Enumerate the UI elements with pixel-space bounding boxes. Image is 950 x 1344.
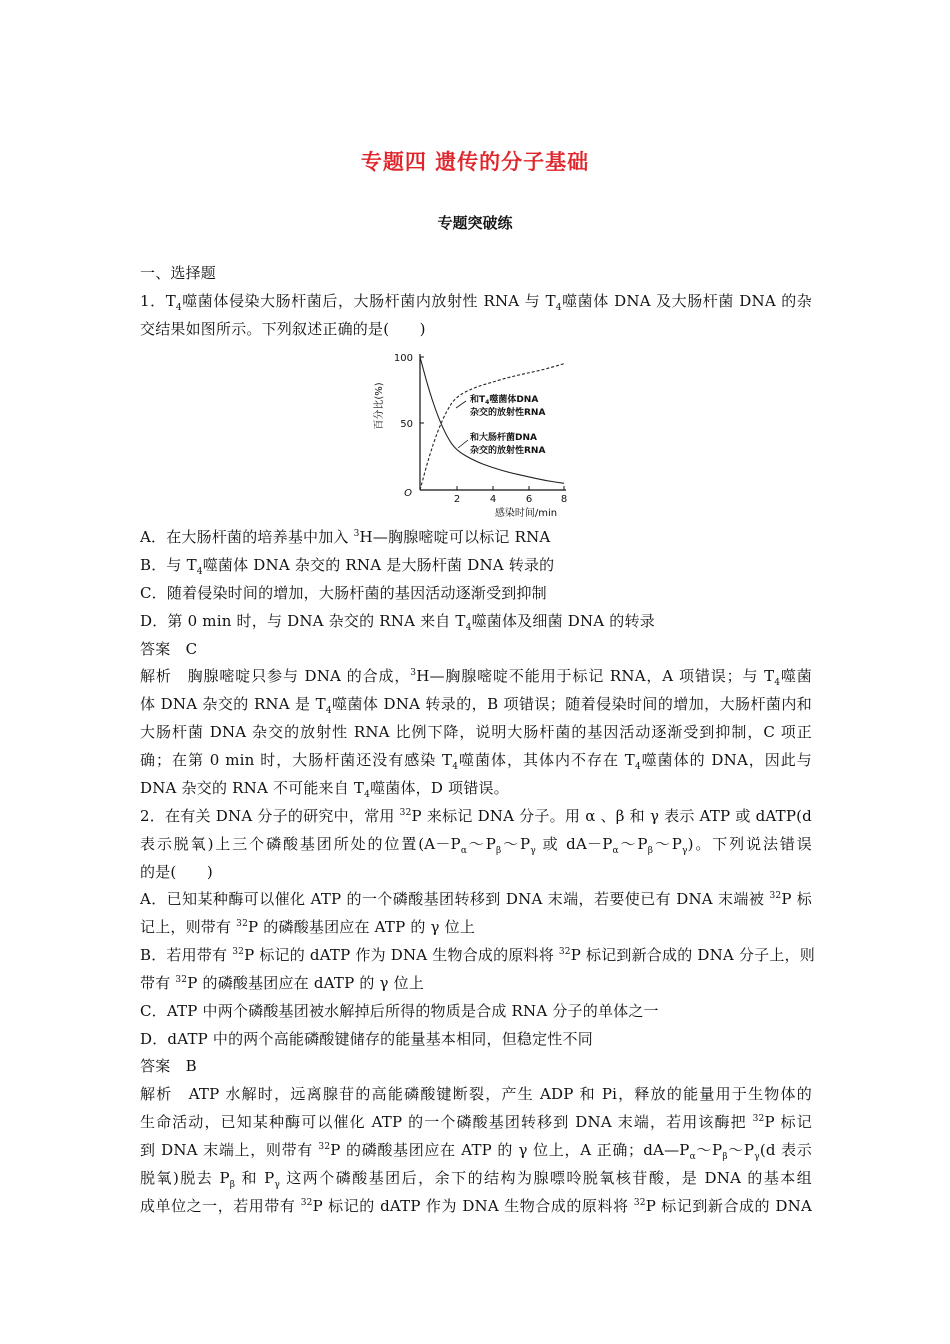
- q2-stem-line1: 2．在有关 DNA 分子的研究中，常用 $^{32}$P 来标记 DNA 分子。用 α 、β 和 γ 表示 ATP 或 dATP(d: [140, 807, 812, 825]
- series-label-t4-line1: 和$T_4$噬菌体DNA: [470, 395, 539, 406]
- q2-explanation-line5: 成单位之一，若用带有 $^{32}$P 标记的 dATP 作为 DNA 生物合成的原料将 $^{32}$P 标记到新合成的 DNA: [140, 1197, 812, 1215]
- q1-explanation-line2: 体 DNA 杂交的 RNA 是 $T_4$噬菌体 DNA 转录的，B 项错误；随着侵染时间的增加，大肠杆菌内和: [140, 695, 813, 716]
- q2-option-d: D．dATP 中的两个高能磷酸键储存的能量基本相同，但稳定性不同: [140, 1030, 593, 1048]
- chart-x-tick-8: 8: [560, 494, 568, 505]
- chart-x-tick-6: 6: [525, 494, 533, 505]
- q2-explanation-line3: 到 DNA 末端上，则带有 $^{32}$P 的磷酸基团应在 ATP 的 γ 位上，A 正确；$dA—P_\alpha\sim P_\beta\sim P_\gamma(d$ 表示: [140, 1141, 813, 1162]
- q2-option-a-line1: A．已知某种酶可以催化 ATP 的一个磷酸基团转移到 DNA 末端，若要使已有 DNA 末端被 $^{32}$P 标: [140, 890, 812, 908]
- q2-stem-line2: 表示脱氧)上三个磷酸基团所处的位置($A-P_\alpha\sim P_\beta\sim P_\gamma$ 或 $dA-P_\alpha\sim P_\beta\sim P_\gamma$)。下列说法错误: [140, 835, 812, 856]
- q1-line-chart: [360, 344, 590, 520]
- q1-option-d: D．第 0 min 时，与 DNA 杂交的 RNA 来自 $T_4$噬菌体及细菌 DNA 的转录: [140, 612, 655, 633]
- page-subtitle: 专题突破练: [437, 214, 513, 232]
- q1-explanation-line5: DNA 杂交的 RNA 不可能来自 $T_4$噬菌体，D 项错误。: [140, 779, 509, 800]
- q1-stem-line1: 1．$T_4$噬菌体侵染大肠杆菌后，大肠杆菌内放射性 RNA 与 $T_4$噬菌体 DNA 及大肠杆菌 DNA 的杂: [140, 292, 812, 313]
- chart-y-tick-100: 100: [393, 353, 413, 364]
- q2-option-b-line1: B．若用带有 $^{32}$P 标记的 dATP 作为 DNA 生物合成的原料将 $^{32}$P 标记到新合成的 DNA 分子上，则: [140, 946, 815, 964]
- q1-option-a: A．在大肠杆菌的培养基中加入 $^3$H—胸腺嘧啶可以标记 RNA: [140, 528, 551, 546]
- series-t4-dashed-line: [420, 364, 564, 490]
- page-title: 专题四 遗传的分子基础: [360, 150, 590, 174]
- series-label-t4-line2: 杂交的放射性RNA: [470, 408, 546, 418]
- label-pointer-ecoli: [458, 440, 468, 448]
- chart-x-tick-2: 2: [453, 494, 461, 505]
- q1-option-c: C．随着侵染时间的增加，大肠杆菌的基因活动逐渐受到抑制: [140, 584, 547, 602]
- q1-answer: 答案 C: [140, 640, 198, 658]
- chart-y-tick-50: 50: [400, 419, 413, 430]
- q2-explanation-line4: 脱氧)脱去 $P_\beta$ 和 $P_\gamma$ 这两个磷酸基团后，余下的结构为腺嘌呤脱氧核苷酸，是 DNA 的基本组: [140, 1169, 812, 1190]
- q1-explanation-line4: 确；在第 0 min 时，大肠杆菌还没有感染 $T_4$噬菌体，其体内不存在 $T_4$噬菌体的 DNA，因此与: [140, 751, 812, 772]
- chart-x-tick-4: 4: [489, 494, 497, 505]
- chart-y-label: 百分比(%): [374, 382, 385, 430]
- series-ecoli-solid-line: [420, 357, 564, 483]
- series-label-ecoli-line2: 杂交的放射性RNA: [470, 446, 546, 456]
- q2-answer: 答案 B: [140, 1057, 197, 1075]
- q1-explanation-line1: 解析 胸腺嘧啶只参与 DNA 的合成，$^3$H—胸腺嘧啶不能用于标记 RNA，A 项错误；与 $T_4$噬菌: [140, 667, 812, 688]
- series-label-ecoli-line1: 和大肠杆菌DNA: [470, 433, 537, 443]
- label-pointer-t4: [456, 401, 466, 408]
- chart-origin-label: O: [404, 488, 412, 499]
- q2-option-a-line2: 记上，则带有 $^{32}$P 的磷酸基团应在 ATP 的 γ 位上: [140, 918, 476, 936]
- q2-explanation-line1: 解析 ATP 水解时，远离腺苷的高能磷酸键断裂，产生 ADP 和 Pi，释放的能量用于生物体的: [140, 1085, 812, 1103]
- q1-explanation-line3: 大肠杆菌 DNA 杂交的放射性 RNA 比例下降，说明大肠杆菌的基因活动逐渐受到抑制，C 项正: [140, 723, 812, 741]
- q2-stem-line3: 的是( ): [140, 863, 213, 881]
- q2-option-c: C．ATP 中两个磷酸基团被水解掉后所得的物质是合成 RNA 分子的单体之一: [140, 1002, 659, 1020]
- q1-stem-line2: 交结果如图所示。下列叙述正确的是( ): [140, 320, 426, 338]
- q1-option-b: B．与 $T_4$噬菌体 DNA 杂交的 RNA 是大肠杆菌 DNA 转录的: [140, 556, 555, 577]
- q2-explanation-line2: 生命活动，已知某种酶可以催化 ATP 的一个磷酸基团转移到 DNA 末端，若用该酶把 $^{32}$P 标记: [140, 1113, 812, 1131]
- section-heading: 一、选择题: [140, 264, 217, 282]
- q2-option-b-line2: 带有 $^{32}$P 的磷酸基团应在 dATP 的 γ 位上: [140, 974, 425, 992]
- chart-x-label: 感染时间/min: [494, 508, 558, 519]
